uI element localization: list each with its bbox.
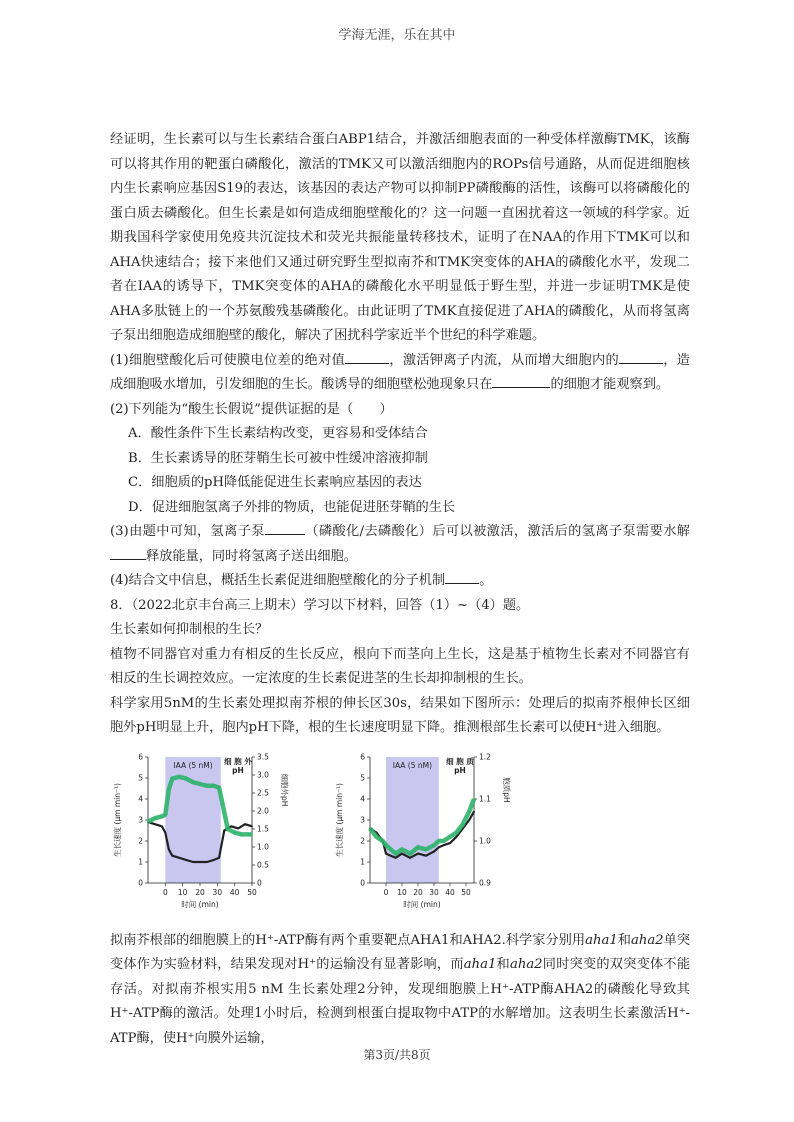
page-footer: 第3页/共8页	[363, 1048, 431, 1062]
q3-text-a: (3)由题中可知，氢离子泵	[110, 524, 265, 539]
x-tick-label: 0	[383, 887, 389, 897]
x-tick-label: 10	[177, 887, 188, 897]
series-point	[223, 829, 225, 831]
q1-text-c: ，造成细胞吸水增加，引发细胞的生长。酸诱导的细胞壁松弛现象只在	[110, 352, 690, 392]
q4-text-b: 。	[479, 573, 493, 588]
series-point	[449, 835, 451, 837]
p3-text: 和	[617, 932, 631, 948]
series-point	[369, 827, 371, 829]
x-tick-label: 20	[195, 887, 205, 897]
series-point	[251, 825, 253, 827]
series-point	[468, 810, 470, 812]
series-point	[462, 823, 464, 825]
y-tick-label: 0	[138, 878, 143, 887]
y2-tick-label: 1.5	[257, 824, 269, 833]
q3-text-b: （磷酸化/去磷酸化）后可以被激活，激活后的氢离子泵需要水解	[304, 524, 690, 539]
series-point	[425, 854, 427, 856]
question-4	[110, 569, 690, 594]
y2-tick-label: 0.5	[257, 860, 269, 869]
series-point	[213, 859, 215, 861]
y2-tick-label: 2.5	[257, 788, 269, 797]
series-point	[376, 835, 378, 837]
series-point	[401, 848, 403, 850]
series-point	[409, 852, 411, 854]
answer-blank[interactable]	[619, 349, 663, 364]
x-tick-label: 20	[413, 887, 423, 897]
p3-text: 拟南芥根部的细胞膜上的H⁺-ATP酶有两个重要靶点AHA1和AHA2.科学家分别用	[110, 932, 586, 948]
y2-title-line2: pH	[232, 765, 244, 775]
q1-text-a: (1)细胞壁酸化后可使膜电位差的绝对值	[110, 352, 346, 368]
series-point	[230, 825, 232, 827]
page-header: 学海无涯，乐在其中	[338, 28, 456, 43]
y-tick-label: 3	[360, 815, 365, 824]
x-tick-label: 30	[212, 887, 223, 897]
y2-tick-label: 0	[257, 878, 262, 887]
question-2-option-d: D．促进细胞氢离子外排的物质，也能促进胚芽鞘的生长	[128, 499, 456, 515]
y-tick-label: 2	[138, 836, 143, 845]
chart-cytoplasmic-ph	[332, 747, 512, 935]
y2-tick-label: 3.5	[257, 752, 269, 761]
y-tick-label: 5	[138, 773, 143, 782]
series-point	[192, 861, 194, 863]
question-8-title: 8．（2022北京丰台高三上期末）学习以下材料，回答（1）~（4）题。	[110, 597, 530, 613]
page-content	[110, 128, 690, 1051]
question-2-option-a: A．酸性条件下生长素结构改变，更容易和受体结合	[128, 426, 428, 441]
series-point	[244, 823, 246, 825]
y2-tick-label: 1.0	[479, 836, 491, 845]
series-point	[171, 854, 173, 856]
x-tick-label: 50	[247, 887, 257, 897]
y-tick-label: 3	[138, 815, 143, 824]
q1-text-d: 的细胞才能观察到。	[550, 377, 670, 392]
series-point	[433, 844, 435, 846]
y-tick-label: 5	[360, 773, 365, 782]
question-1	[110, 349, 690, 398]
series-point	[390, 848, 392, 850]
series-point	[199, 861, 201, 863]
series-point	[154, 817, 156, 819]
series-point	[473, 810, 475, 812]
y-axis-label: 生长速度 (μm min⁻¹)	[113, 782, 122, 857]
answer-blank[interactable]	[110, 545, 146, 560]
question-8-paragraph-3	[110, 929, 690, 1052]
series-point	[222, 802, 224, 804]
series-point	[468, 819, 470, 821]
p3-text: 单突变体作为实验材料，结果发现对H⁺的运输没有显著影响，而	[110, 932, 691, 972]
series-point	[199, 783, 201, 785]
x-tick-label: 40	[229, 887, 240, 897]
question-3	[110, 520, 690, 569]
iaa-band	[386, 757, 439, 883]
series-point	[473, 798, 475, 800]
series-point	[433, 850, 435, 852]
p3-gene: aha2	[509, 957, 543, 972]
series-point	[251, 833, 253, 835]
series-point	[443, 844, 445, 846]
chart-0-svg	[110, 747, 290, 925]
y-tick-label: 0	[360, 878, 365, 887]
series-point	[161, 825, 163, 827]
series-point	[395, 852, 397, 854]
q1-text-b: ，激活钾离子内流，从而增大细胞内的	[389, 352, 619, 368]
x-tick-label: 30	[429, 887, 439, 897]
series-point	[395, 856, 397, 858]
y2-tick-label: 3.0	[257, 770, 269, 779]
y2-title-line1: 细 胞 质	[446, 756, 474, 766]
series-point	[168, 788, 170, 790]
y-tick-label: 1	[138, 857, 143, 866]
series-point	[178, 775, 180, 777]
x-axis-label: 时间 (min)	[403, 899, 441, 909]
series-point	[449, 842, 451, 844]
y2-axis-label: 细胞外pH	[280, 773, 289, 806]
p3-text: 和	[496, 957, 510, 972]
y-tick-label: 6	[138, 752, 143, 761]
p3-gene: aha1	[463, 957, 497, 972]
p3-gene: aha2	[630, 932, 664, 948]
series-point	[385, 844, 387, 846]
answer-blank[interactable]	[492, 373, 550, 388]
answer-blank[interactable]	[345, 349, 389, 364]
y2-tick-label: 2.0	[257, 806, 269, 815]
x-tick-label: 50	[461, 887, 471, 897]
series-point	[234, 831, 236, 833]
series-point	[227, 828, 229, 830]
series-point	[248, 833, 250, 835]
question-2-stem: (2)下列能为“酸生长假说”提供证据的是（ ）	[110, 401, 393, 417]
series-point	[443, 840, 445, 842]
x-tick-label: 0	[162, 887, 168, 897]
figure-charts	[110, 747, 690, 925]
series-point	[218, 786, 220, 788]
series-point	[164, 831, 166, 833]
series-point	[161, 815, 163, 817]
series-point	[192, 781, 194, 783]
x-tick-label: 10	[397, 887, 407, 897]
y-tick-label: 2	[360, 836, 365, 845]
series-point	[206, 784, 208, 786]
y2-title-line2: pH	[454, 765, 466, 775]
question-8-paragraph-1: 植物不同器官对重力有相反的生长反应，根向下而茎向上生长，这是基于植物生长素对不同器官有相反的生长调控效应。一定浓度的生长素促进茎的生长却抑制根的生长。	[110, 646, 690, 686]
q4-text-a: (4)结合文中信息，概括生长素促进细胞壁酸化的分子机制	[110, 573, 446, 588]
series-point	[456, 831, 458, 833]
series-point	[185, 777, 187, 779]
series-point	[390, 854, 392, 856]
q3-text-c: 释放能量，同时将氢离子送出细胞。	[146, 548, 357, 564]
y-tick-label: 1	[360, 857, 365, 866]
chart-1-svg	[332, 747, 512, 925]
x-tick-label: 40	[445, 887, 455, 897]
y2-tick-label: 0.9	[479, 878, 491, 887]
series-point	[241, 833, 243, 835]
series-point	[385, 852, 387, 854]
intro-paragraph: 经证明，生长素可以与生长素结合蛋白ABP1结合，并激活细胞表面的一种受体样激酶TMK，该酶可以将其作用的靶蛋白磷酸化，激活的TMK又可以激活细胞内的ROPs信号通路，从而促进细胞核内生长素响应基因S19的表达，该基因的表达产物可以抑制PP磷酸酶的活性，该酶可以将磷酸化的蛋白质去磷酸化。但生长素是如何造成细胞壁酸化的？这一问题一直困扰着这一领域的科学家。近期我国科学家使用免疫共沉淀技术和荧光共振能量转移技术，证明了在NAA的作用下TMK可以和AHA快速结合；接下来他们又通过研究野生型拟南芥和TMK突变体的AHA的磷酸化水平，发现二者在IAA的诱导下，TMK突变体的AHA的磷酸化水平明显低于野生型，并进一步证明TMK是使AHA多肽链上的一个苏氨酸残基磷酸化。由此证明了TMK直接促进了AHA的磷酸化，从而将氢离子泵出细胞造成细胞壁的酸化，解决了困扰科学家近半个世纪的科学难题。	[110, 132, 690, 343]
question-2-option-b: B．生长素诱导的胚芽鞘生长可被中性缓冲溶液抑制	[128, 450, 428, 466]
iaa-band-label: IAA (5 nM)	[173, 760, 213, 770]
iaa-band-label: IAA (5 nM)	[392, 760, 433, 770]
series-point	[171, 777, 173, 779]
series-point	[154, 823, 156, 825]
series-point	[237, 827, 239, 829]
y2-title-line1: 细 胞 外	[224, 756, 252, 766]
series-point	[438, 846, 440, 848]
p3-gene: aha1	[585, 932, 618, 948]
series-point	[401, 852, 403, 854]
series-point	[147, 820, 149, 822]
question-8-subtitle: 生长素如何抑制根的生长？	[110, 622, 269, 637]
series-point	[213, 784, 215, 786]
series-point	[218, 856, 220, 858]
series-point	[185, 859, 187, 861]
series-point	[168, 848, 170, 850]
series-point	[206, 861, 208, 863]
chart-extracellular-ph	[110, 747, 290, 935]
y2-tick-label: 1.2	[479, 752, 491, 761]
series-point	[417, 852, 419, 854]
y2-tick-label: 1.0	[257, 842, 269, 851]
answer-blank[interactable]	[265, 520, 305, 535]
y-tick-label: 4	[138, 794, 143, 803]
x-axis-label: 时间 (min)	[181, 899, 219, 909]
series-point	[417, 846, 419, 848]
y2-tick-label: 1.1	[479, 794, 491, 803]
iaa-band	[165, 757, 220, 883]
series-point	[425, 848, 427, 850]
y-tick-label: 6	[360, 752, 365, 761]
series-point	[409, 856, 411, 858]
series-point	[456, 835, 458, 837]
series-point	[438, 840, 440, 842]
question-8-paragraph-2: 科学家用5nM的生长素处理拟南芥根的伸长区30s，结果如下图所示：处理后的拟南芥根伸长区细胞外pH明显上升，胞内pH下降，根的生长速度明显下降。推测根部生长素可以使H⁺进入细胞。	[110, 695, 690, 735]
series-point	[178, 856, 180, 858]
p3-text: 同时突变的双突变体不能存活。对拟南芥根实用5 nM 生长素处理2分钟，发现细胞膜上H⁺-ATP酶AHA2的磷酸化导致其H⁺-ATP酶的激活。处理1小时后，检测到根蛋白提取物中ATP的水解增加。这表明生长素激活H⁺-ATP酶，使H⁺向膜外运输，	[110, 957, 691, 1046]
y2-axis-label: 胞质pH	[502, 776, 511, 803]
y-axis-label: 生长速度 (μm min⁻¹)	[335, 782, 344, 857]
series-point	[164, 813, 166, 815]
series-point	[382, 840, 384, 842]
answer-blank[interactable]	[445, 569, 479, 584]
question-2-option-c: C．细胞质的pH降低能促进生长素响应基因的表达	[128, 475, 422, 490]
y-tick-label: 4	[360, 794, 365, 803]
